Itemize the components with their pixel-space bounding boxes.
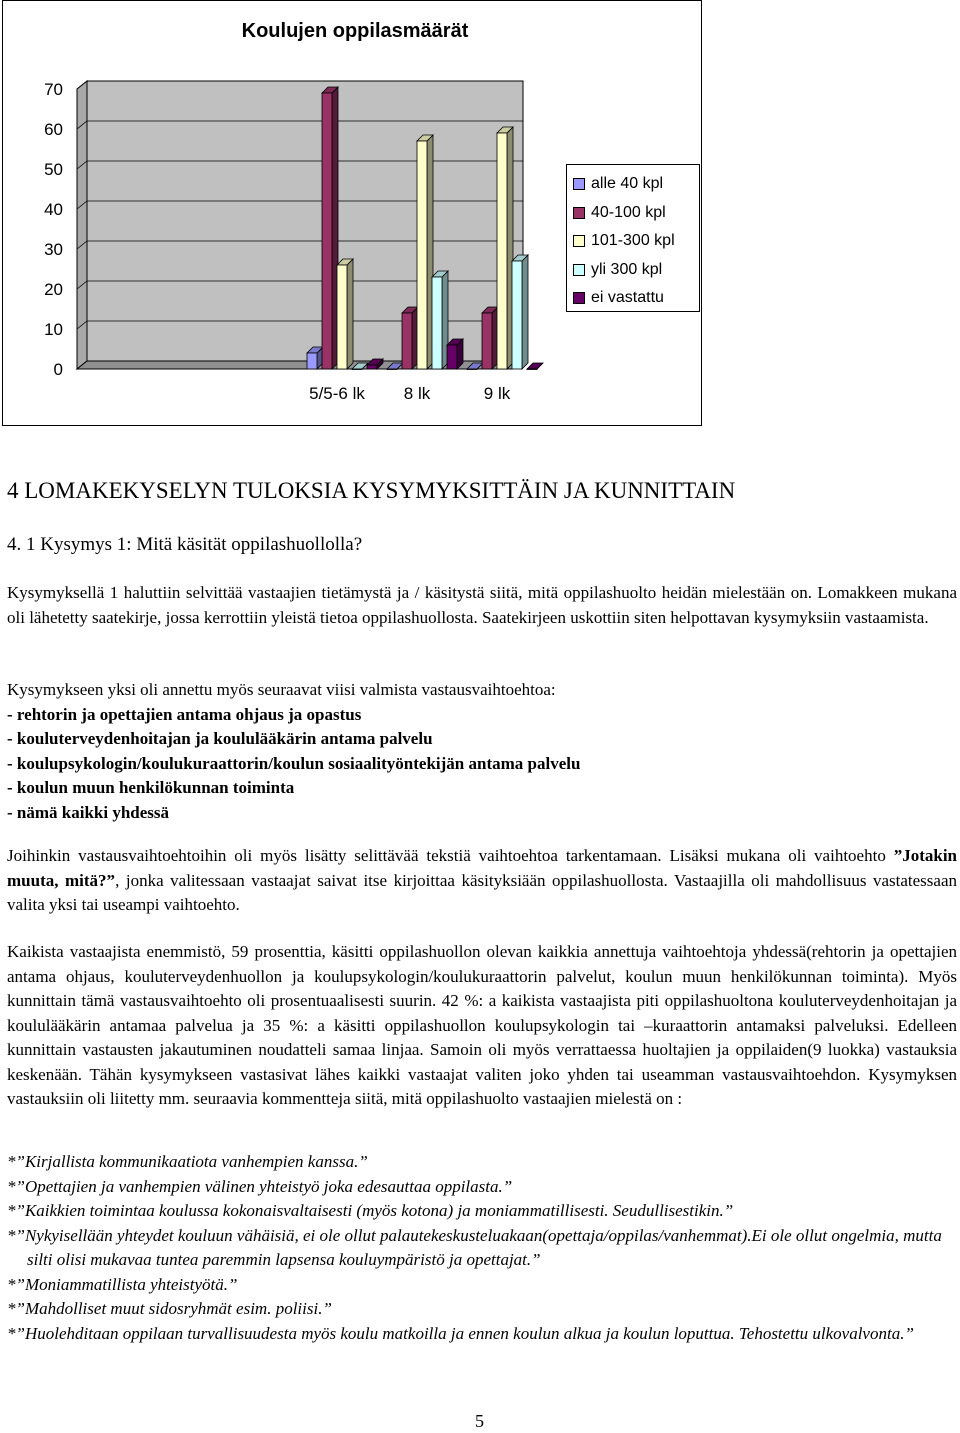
bar (417, 141, 427, 369)
x-tick-label: 5/5-6 lk (309, 384, 365, 403)
legend-swatch (573, 235, 585, 247)
option-item: - koulupsykologin/koulukuraattorin/koulun sosiaalityöntekijän antama palvelu (7, 753, 581, 773)
paragraph-results: Kaikista vastaajista enemmistö, 59 prosenttia, käsitti oppilashuollon olevan kaikkia annettuja vaihtoehtoja yhdessä(rehtorin ja opettajien antama ohjaus, kouluterveydenhuollon ja koulupsykologin/koulukuraattorin palvelut, koulun muun henkilökunnan toiminta). Myös kunnittain tämä vastausvaihtoehto oli prosentuaalisesti suurin. 42 %: a kaikista vastaajista piti oppilashuoltona kouluterveydenhoitajan ja koululääkärin antamaa palvelua ja 35 %: a käsitti oppilashuollon koulupsykologin tai –kuraattorin antamaksi palveluksi. Edelleen kunnittain vastausten jakautuminen noudatteli samaa linjaa. Samoin oli myös verrattaessa huoltajien ja oppilaiden(9 luokka) vastauksia keskenään. Tähän kysymykseen vastasivat lähes kaikki vastaajat valiten joko yhden tai useamman vastausvaihtoehdon. Kysymyksen vastauksiin oli liitetty mm. seuraavia kommentteja siitä, mitä oppilashuolto vastaajien mielestä on : (7, 942, 957, 1108)
legend-label: 101-300 kpl (591, 232, 675, 249)
option-item: - rehtorin ja opettajien antama ohjaus ja opastus (7, 704, 362, 724)
legend-item (573, 230, 675, 252)
plot-side-wall (77, 81, 87, 369)
quote-item: *”Kaikkien toimintaa koulussa kokonaisvaltaisesti (myös kotona) ja moniammatillisesti. Seudullisestikin.” (7, 1201, 734, 1220)
y-tick-label: 50 (44, 160, 63, 179)
chart-legend (566, 164, 700, 312)
bar (387, 369, 397, 370)
y-tick-label: 60 (44, 120, 63, 139)
bar (447, 345, 457, 369)
plot-back-wall (87, 81, 523, 361)
legend-swatch (573, 264, 585, 276)
legend-item (573, 259, 662, 281)
other-option-label: ”Jotakin muuta, mitä?” (7, 846, 957, 890)
bar-side (347, 259, 353, 369)
paragraph-other-option (7, 844, 957, 918)
option-item: - koulun muun henkilökunnan toiminta (7, 778, 295, 797)
legend-label: ei vastattu (591, 289, 664, 306)
legend-swatch (573, 178, 585, 190)
quote-item: *”Moniammatillista yhteistyötä.” (7, 1274, 238, 1294)
option-item: - kouluterveydenhoitajan ja koululääkärin antama palvelu (7, 729, 433, 748)
bar (307, 353, 317, 369)
y-tick-label: 20 (44, 280, 63, 299)
bar-side (522, 255, 528, 369)
legend-item (573, 173, 663, 195)
options-intro: Kysymykseen yksi oli annettu myös seuraavat viisi valmista vastausvaihtoehtoa: (7, 680, 556, 699)
quote-item: *”Opettajien ja vanhempien välinen yhteistyö joka edesauttaa oppilasta.” (7, 1176, 513, 1196)
y-tick-label: 10 (44, 320, 63, 339)
legend-label: 40-100 kpl (591, 203, 666, 221)
quote-item: *”Kirjallista kommunikaatiota vanhempien kanssa.” (7, 1152, 368, 1171)
legend-swatch (573, 292, 585, 304)
quotes-list (7, 1150, 957, 1346)
section-heading: 4 LOMAKEKYSELYN TULOKSIA KYSYMYKSITTÄIN JA KUNNITTAIN (7, 478, 736, 503)
bar (337, 265, 347, 369)
y-tick-label: 70 (44, 80, 63, 99)
chart-frame (2, 0, 702, 426)
legend-swatch (573, 207, 585, 219)
options-block (7, 678, 957, 825)
y-tick-label: 40 (44, 200, 63, 219)
bar (402, 313, 412, 369)
quote-item: *”Huolehditaan oppilaan turvallisuudesta myös koulu matkoilla ja ennen koulun alkua ja koulun loputtua. Tehostettu ulkovalvonta.” (7, 1323, 914, 1343)
chart-title: Koulujen oppilasmäärät (241, 20, 469, 42)
bar (512, 261, 522, 369)
quote-item: *”Mahdolliset muut sidosryhmät esim. poliisi.” (7, 1299, 332, 1318)
bar (467, 369, 477, 370)
option-item: - nämä kaikki yhdessä (7, 802, 170, 822)
y-tick-label: 30 (44, 240, 63, 259)
paragraph-intro: Kysymyksellä 1 haluttiin selvittää vastaajien tietämystä ja / käsitystä siitä, mitä oppilashuolto heidän mielestään on. Lomakkeen mukana oli lähetetty saatekirje, jossa kerrottiin yleistä tietoa oppilashuollosta. Saatekirjeen uskottiin siten helpottavan kysymyksiin vastaamista. (7, 583, 957, 627)
x-tick-label: 9 lk (483, 384, 511, 403)
bar (322, 93, 332, 369)
legend-item (573, 202, 666, 224)
legend-label: alle 40 kpl (591, 175, 664, 192)
bar-top (527, 363, 543, 369)
x-tick-label: 8 lk (403, 384, 431, 403)
bar (352, 369, 362, 370)
legend-item (573, 287, 664, 309)
paragraph-text: , jonka valitessaan vastaajat saivat itse kirjoittaa käsityksiään oppilashuollosta. Vastaajilla oli mahdollisuus vastatessaan valita yksi tai useampi vaihtoehto. (7, 870, 957, 914)
paragraph-text: Joihinkin vastausvaihtoehtoihin oli myös lisätty selittävää tekstiä vaihtoehtoa tarkentamaan. Lisäksi mukana oli vaihtoehto (7, 846, 894, 865)
page-number: 5 (475, 1411, 484, 1431)
bar (497, 133, 507, 369)
bar (432, 277, 442, 369)
question-heading: 4. 1 Kysymys 1: Mitä käsität oppilashuollolla? (7, 534, 363, 555)
bar (482, 313, 492, 369)
legend-label: yli 300 kpl (591, 260, 663, 278)
bar (367, 365, 377, 369)
bar (527, 369, 537, 370)
y-tick-label: 0 (53, 360, 63, 379)
quote-item: *”Nykyisellään yhteydet kouluun vähäisiä, ei ole ollut palautekeskusteluakaan(opettaja/oppilas/vanhemmat).Ei ole ollut ongelmia, mutta silti olisi mukavaa tuntea paremmin lapsensa kouluympäristö ja opettajat.” (7, 1225, 942, 1269)
